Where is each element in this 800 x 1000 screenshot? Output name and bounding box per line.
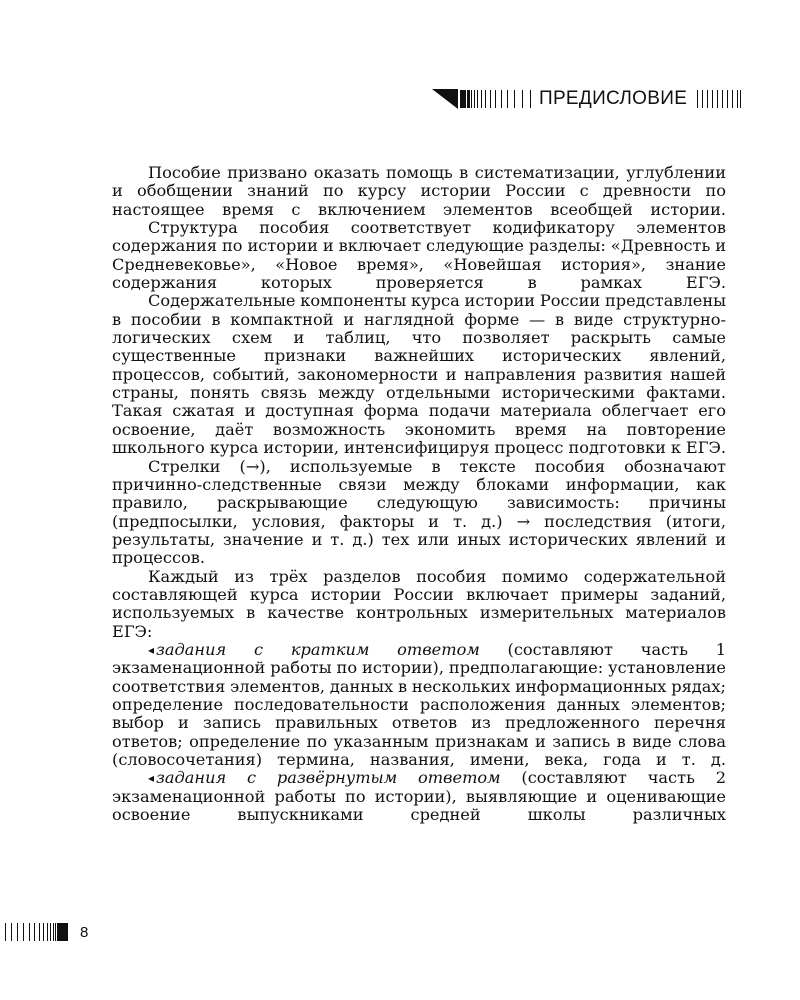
running-header (432, 88, 741, 110)
body-text (112, 164, 726, 824)
paragraph: Структура пособия соответствует кодификатору элементов содержания по истории и включает следующие разделы: «Древность и Средневековье», «Новое время», «Новейшая история», знание содержания которых проверяется в рамках ЕГЭ. (112, 218, 726, 293)
barcode-stripes-icon (0, 923, 68, 941)
list-item-term: задания с развёрнутым ответом (156, 768, 501, 788)
running-footer (0, 922, 88, 942)
paragraph: Содержательные компоненты курса истории России представлены в пособии в компактной и наглядной форме — в виде структурно-логических схем и таблиц, что позволяет раскрыть самые существенные признаки важнейших исторических явлений, процессов, событий, закономерности и направления развития нашей страны, понять связь между отдельными историческими фактами. Такая сжатая и доступная форма подачи материала облегчает его освоение, даёт возможность экономить время на повторение школьного курса истории, интенсифицируя процесс подготовки к ЕГЭ. (112, 291, 726, 458)
stripe (738, 90, 741, 108)
paragraph: Пособие призвано оказать помощь в систематизации, углублении и обобщении знаний по курсу истории России с древности по настоящее время с включением элементов всеобщей истории. (112, 163, 726, 219)
stripe (515, 90, 523, 108)
page-number: 8 (80, 923, 89, 941)
list-item-text: (составляют часть 1 экзаменационной работы по истории), предполагающие: установление соответствия элементов, данных в нескольких информационных рядах; определение последовательности расположения данных элементов; выбор и запись правильных ответов из предложенного перечня ответов; определение по указанным признакам и запись в виде слова (словосочетания) термина, названия, имени, века, года и т. д. (112, 639, 726, 769)
list-item (112, 641, 726, 769)
stripe (508, 90, 515, 108)
corner-triangle-icon (432, 89, 458, 109)
list-item-term: задания с кратким ответом (156, 639, 480, 659)
stripe (66, 923, 68, 941)
paragraph: Каждый из трёх разделов пособия помимо содержательной составляющей курса истории России включает примеры заданий, используемых в качестве контрольных измерительных материалов ЕГЭ: (112, 566, 726, 641)
bullet-triangle-icon: ◂ (148, 771, 155, 786)
bullet-triangle-icon: ◂ (148, 642, 155, 657)
barcode-stripes-icon (694, 90, 741, 108)
stripe (523, 90, 531, 108)
barcode-stripes-icon (460, 90, 531, 108)
list-item (112, 769, 726, 824)
page-section-title: ПРЕДИСЛОВИЕ (539, 88, 688, 109)
list-item-text: (составляют часть 2 экзаменационной работы по истории), выявляющие и оценивающие освоение выпускниками средней школы различных (112, 768, 726, 825)
paragraph: Стрелки (→), используемые в тексте пособия обозначают причинно-следственные связи между блоками информации, как правило, раскрывающие следующую зависимость: причины (предпосылки, условия, факторы и т. д.) → последствия (итоги, результаты, значение и т. д.) тех или иных исторических явлений и процессов. (112, 456, 726, 568)
